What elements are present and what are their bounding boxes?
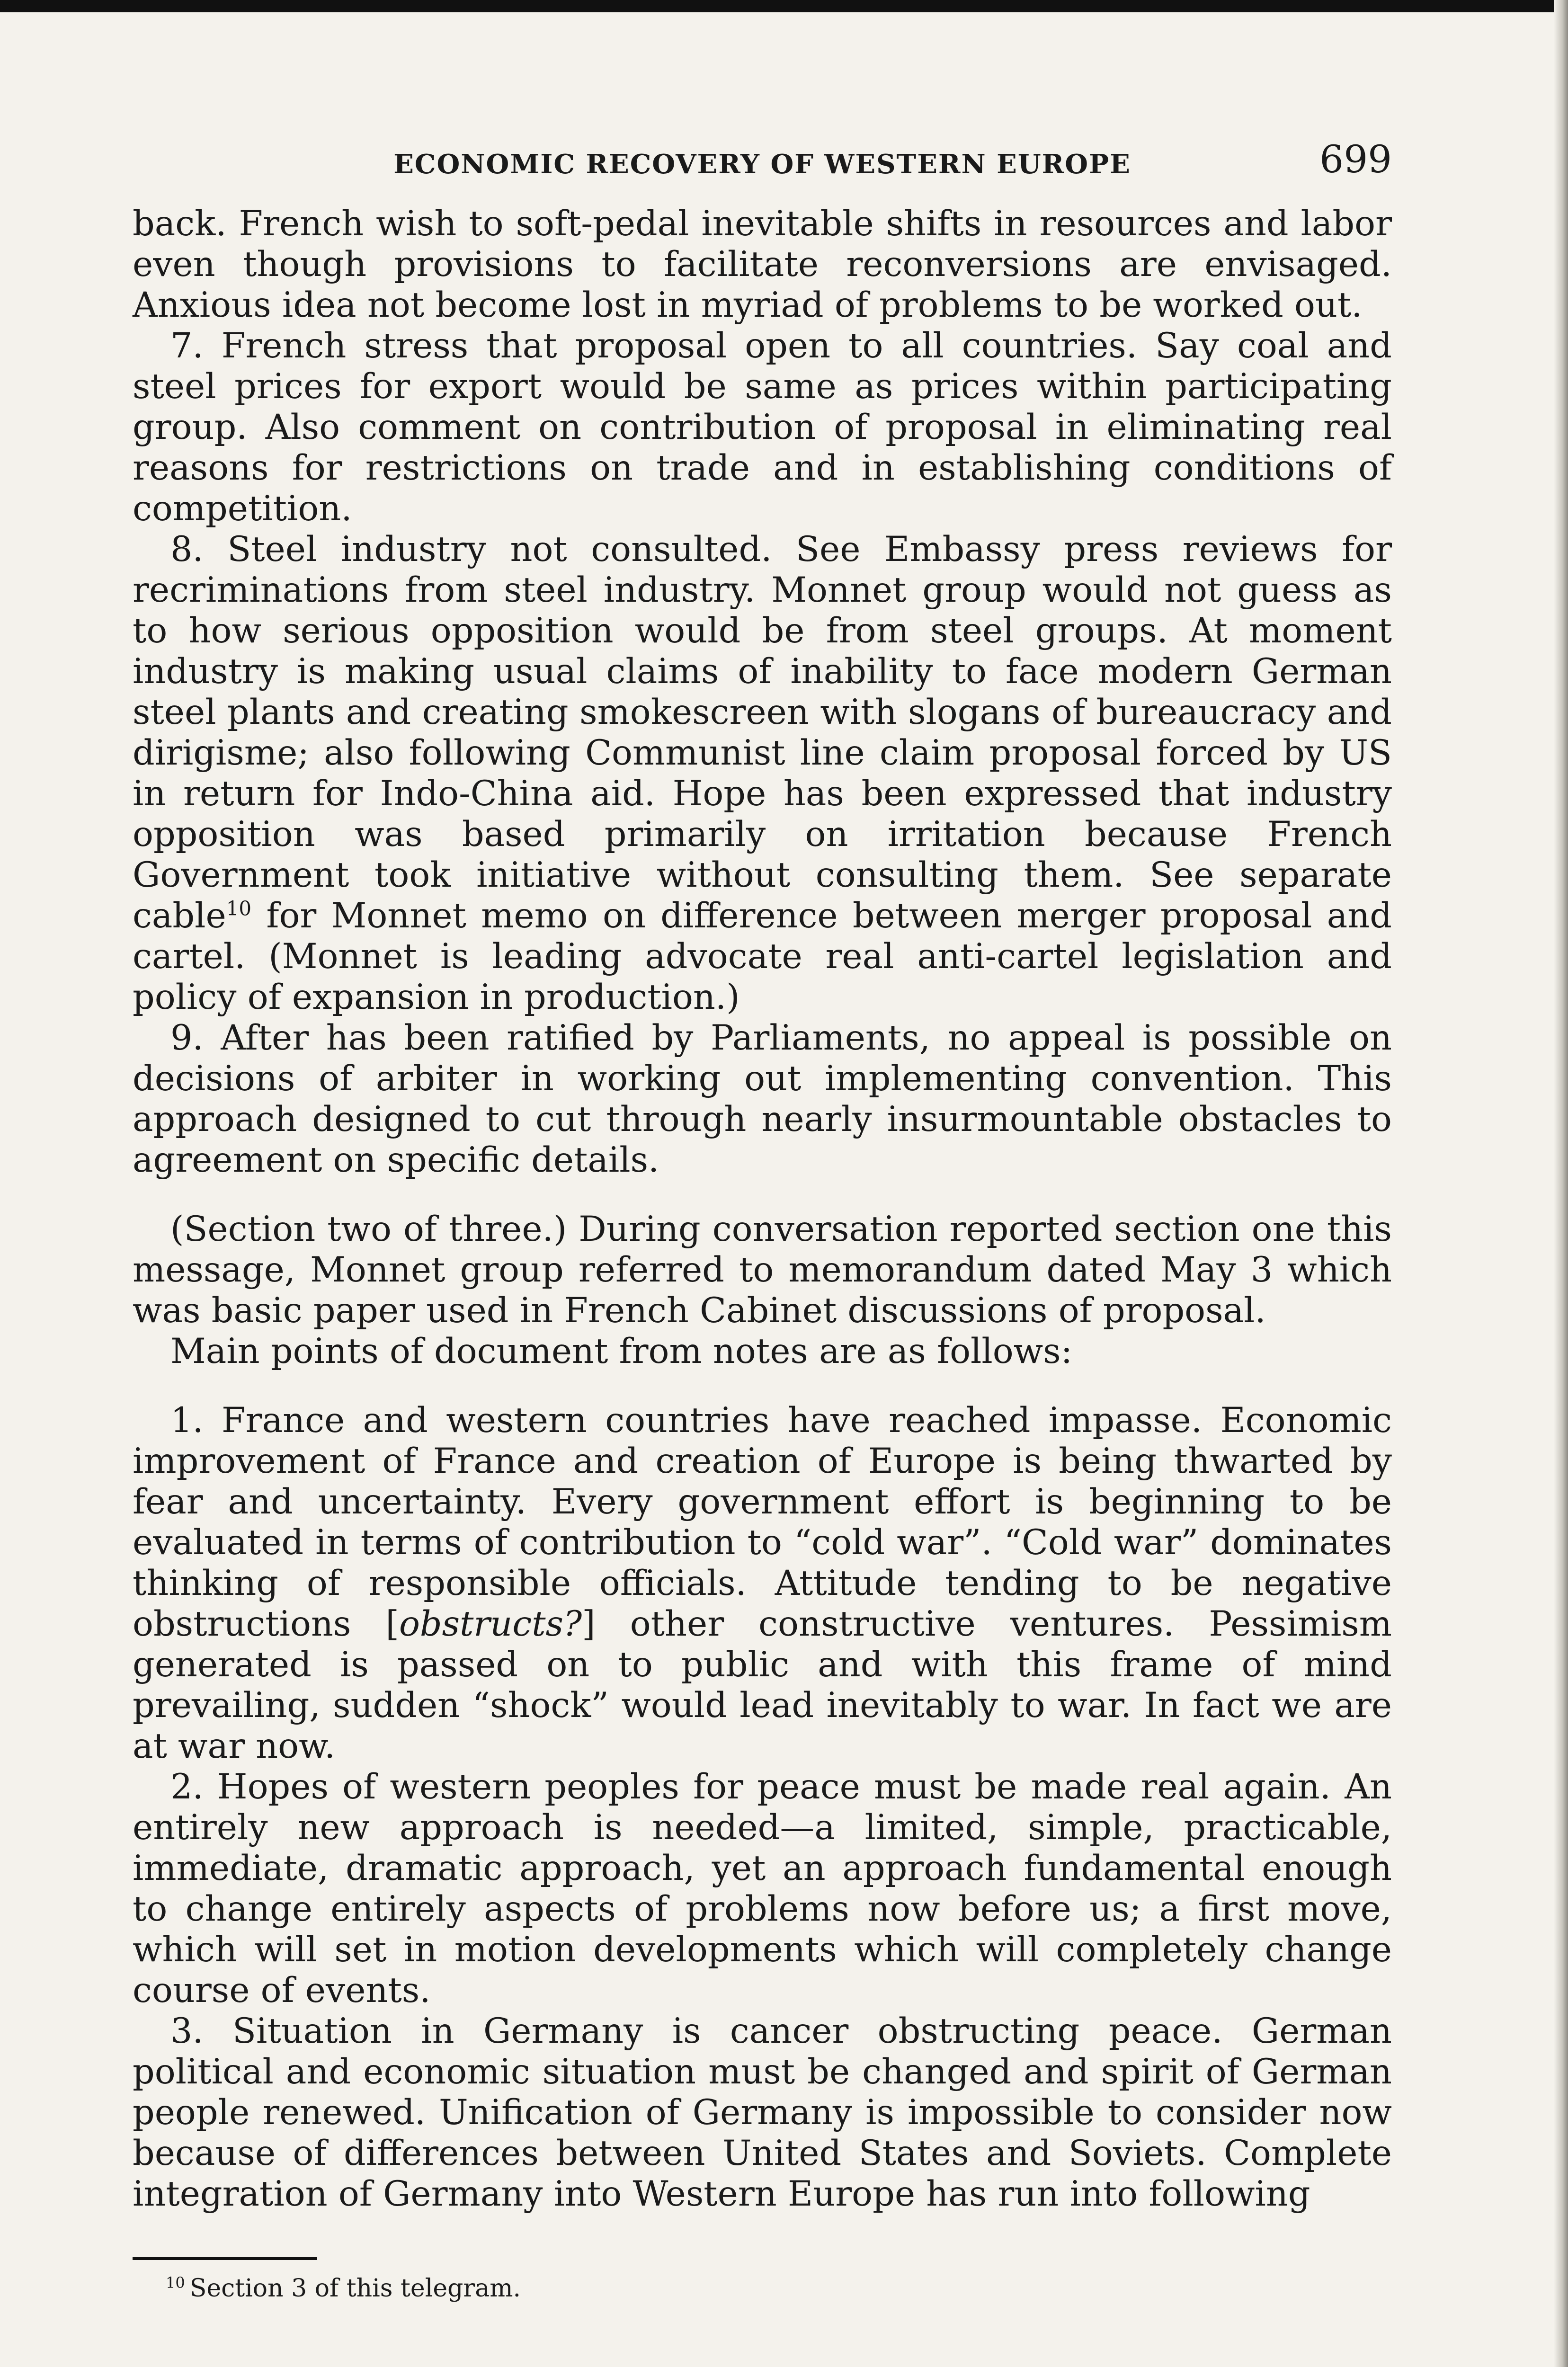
editorial-insertion: obstructs? bbox=[399, 1604, 582, 1644]
paragraph-item-8-text-cont: for Monnet memo on difference between merger proposal and cartel. (Monnet is leading advocate real anti-cartel legislation and policy of expansion in production.) bbox=[133, 896, 1392, 1017]
page-number: 699 bbox=[1319, 137, 1392, 181]
paragraph-item-8 bbox=[133, 529, 1392, 1018]
paragraph-point-3: 3. Situation in Germany is cancer obstructing peace. German political and economic situation must be changed and spirit of German people renewed. Unification of Germany is impossible to consider now because of differences between United States and Soviets. Complete integration of Germany into Western Europe has run into following bbox=[133, 2011, 1392, 2214]
paragraph-point-1 bbox=[133, 1400, 1392, 1767]
paragraph-point-1-text: 1. France and western countries have reached impasse. Economic improvement of France and creation of Europe is being thwarted by fear and uncertainty. Every government effort is beginning to be evaluated in terms of contribution to “cold war”. “Cold war” dominates thinking of responsible officials. Attitude tending to be negative obstructions [ bbox=[133, 1400, 1392, 1644]
book-page bbox=[133, 128, 1392, 2303]
paragraph-item-7: 7. French stress that proposal open to all countries. Say coal and steel prices for export would be same as prices within participating group. Also comment on contribution of proposal in eliminating real reasons for restrictions on trade and in establishing conditions of competition. bbox=[133, 326, 1392, 529]
top-scan-edge bbox=[0, 0, 1568, 12]
paragraph-continuation: back. French wish to soft-pedal inevitable shifts in resources and labor even though provisions to facilitate reconversions are envisaged. Anxious idea not become lost in myriad of problems to be worked out. bbox=[133, 204, 1392, 325]
paragraph-item-9: 9. After has been ratified by Parliaments, no appeal is possible on decisions of arbiter in working out implementing convention. This approach designed to cut through nearly insurmountable obstacles to agreement on specific details. bbox=[133, 1018, 1392, 1180]
footnote-divider bbox=[133, 2257, 317, 2260]
paragraph-point-2: 2. Hopes of western peoples for peace must be made real again. An entirely new approach is needed—a limited, simple, practicable, immediate, dramatic approach, yet an approach fundamental enough to change entirely aspects of problems now before us; a first move, which will set in motion developments which will completely change course of events. bbox=[133, 1767, 1392, 2011]
page-header bbox=[133, 128, 1392, 180]
footnote bbox=[133, 2274, 1392, 2303]
right-scan-edge bbox=[1554, 0, 1568, 2367]
running-head: ECONOMIC RECOVERY OF WESTERN EUROPE bbox=[393, 149, 1131, 180]
footnote-reference: 10 bbox=[226, 897, 252, 920]
paragraph-section-two: (Section two of three.) During conversation reported section one this message, Monnet group referred to memorandum dated May 3 which was basic paper used in French Cabinet discussions of proposal. bbox=[133, 1209, 1392, 1331]
paragraph-point-1-text-cont: ] other constructive ventures. Pessimism generated is passed on to public and with this frame of mind prevailing, sudden “shock” would lead inevitably to war. In fact we are at war now. bbox=[133, 1604, 1392, 1766]
paragraph-item-8-text: 8. Steel industry not consulted. See Embassy press reviews for recriminations from steel industry. Monnet group would not guess as to how serious opposition would be from steel groups. At moment industry is making usual claims of inability to face modern German steel plants and creating smokescreen with slogans of bureaucracy and dirigisme; also following Communist line claim proposal forced by US in return for Indo-China aid. Hope has been expressed that industry opposition was based primarily on irritation because French Government took initiative without consulting them. See separate cable bbox=[133, 529, 1392, 936]
footnote-number: 10 bbox=[166, 2273, 185, 2292]
footnote-text: Section 3 of this telegram. bbox=[189, 2274, 521, 2303]
body-text bbox=[133, 204, 1392, 2215]
paragraph-main-points: Main points of document from notes are as follows: bbox=[170, 1331, 1073, 1371]
